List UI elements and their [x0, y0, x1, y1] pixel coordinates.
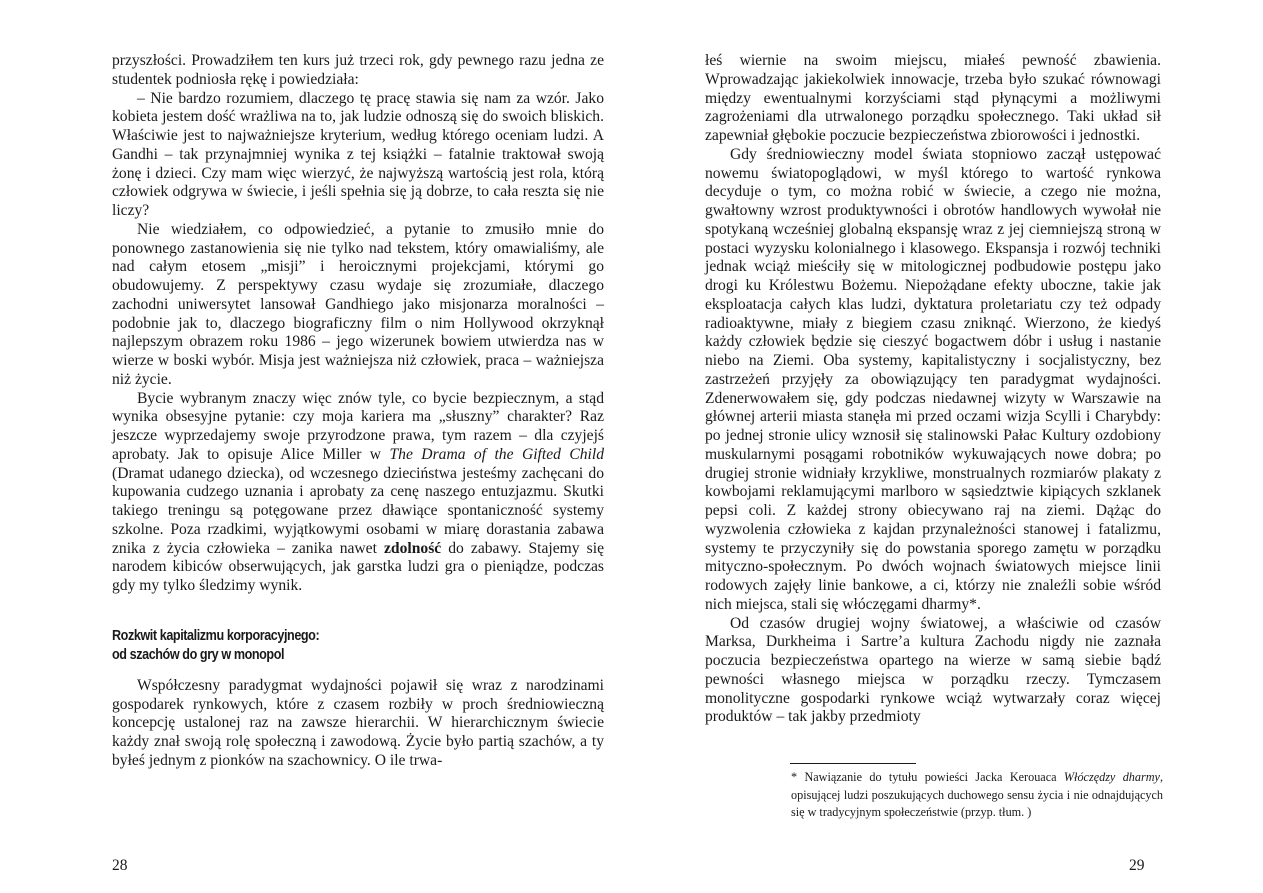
left-page-text-column	[112, 52, 604, 771]
section-heading	[112, 626, 525, 664]
footnote-book-title: Włóczędzy dharmy	[1063, 770, 1160, 784]
paragraph: łeś wiernie na swoim miejscu, miałeś pewność zbawienia. Wprowadzając jakiekolwiek innowacje, trzeba było szukać równowagi między ewentualnymi korzyściami stąd płynącymi a możliwymi zagrożeniami dla utrwalonego porządku społecznego. Taki układ sił zapewniał głębokie poczucie bezpieczeństwa zbiorowości i jednostki.	[705, 52, 1161, 144]
right-page-text-column	[705, 52, 1161, 727]
paragraph-text: Bycie wybranym znaczy więc znów tyle, co bycie bezpiecznym, a stąd wynika obsesyjne pytanie: czy moja kariera ma „słuszny” charakter? Raz jeszcze wyprzedajemy swoje przyrodzone prawa, tym razem – dla czyjejś aprobaty. Jak to opisuje Alice Miller w	[112, 389, 604, 463]
paragraph: Od czasów drugiej wojny światowej, a właściwie od czasów Marksa, Durkheima i Sartre’a kultura Zachodu nigdy nie zaznała poczucia bezpieczeństwa opartego na wierze w samą siebie bądź pewności własnego miejsca w porządku rzeczy. Tymczasem monolityczne gospodarki rynkowe wciąż wytwarzały coraz więcej produktów – tak jakby przedmioty	[705, 614, 1161, 726]
bold-word: zdolność	[384, 539, 442, 557]
footnote	[791, 769, 1163, 822]
paragraph	[112, 390, 604, 596]
paragraph: przyszłości. Prowadziłem ten kurs już trzeci rok, gdy pewnego razu jedna ze studentek podniosła rękę i powiedziała:	[112, 52, 604, 88]
paragraph: Gdy średniowieczny model świata stopniowo zaczął ustępować nowemu światopoglądowi, w myśl którego to wartość rynkowa decyduje o tym, co można robić w świecie, a czego nie można, gwałtowny wzrost produktywności i obrotów handlowych wywołał nie spotykaną wcześniej globalną ekspansję wraz z jej ciemniejszą stroną w postaci wyzysku kolonialnego i klasowego. Ekspansja i rozwój techniki jednak wciąż mieściły się w mitologicznej podbudowie postępu jako drogi ku Królestwu Bożemu. Niepożądane efekty uboczne, takie jak eksploatacja całych klas ludzi, dyktatura proletariatu czy też odpady radioaktywne, miały z biegiem czasu zniknąć. Wierzono, że kiedyś każdy człowiek będzie się cieszyć bogactwem dóbr i usług i nastanie niebo na Ziemi. Oba systemy, kapitalistyczny i socjalistyczny, bez zastrzeżeń przyjęły za obowiązujący ten paradygmat wydajności. Zdenerwowałem się, gdy podczas niedawnej wizyty w Warszawie na głównej arterii miasta stanęła mi przed oczami wizja Scylli i Charybdy: po jednej stronie ulicy wznosił się stalinowski Pałac Kultury ozdobiony muskularnymi posągami robotników wykuwających nowe dobra; po drugiej stronie widniały krzykliwe, monstrualnych rozmiarów plakaty z kowbojami reklamującymi marlboro w sąsiedztwie kipiących szklanek pepsi coli. Z każdej strony obiecywano raj na ziemi. Dążąc do wyzwolenia człowieka z kajdan przynależności stanowej i fatalizmu, systemy te przyczyniły się do powstania sporego zamętu w porządku mityczno-społecznym. Po dwóch wojnach światowych miejsce linii rodowych zajęły linie bankowe, a ci, którzy nie znaleźli sobie wśród nich miejsca, stali się włóczęgami dharmy*.	[705, 145, 1161, 613]
section-heading-line: od szachów do gry w monopol	[112, 645, 285, 663]
paragraph-text: (Dramat udanego dziecka), od wczesnego dzieciństwa jesteśmy zachęcani do kupowania cudzego uznania i aprobaty za cenę naszego entuzjazmu. Skutki takiego treningu są potęgowane przez dławiące spontaniczność systemy szkolne. Poza rzadkimi, wyjątkowymi osobami w miarę dorastania zabawa znika z życia człowieka – zanika nawet	[112, 464, 604, 557]
paragraph: Nie wiedziałem, co odpowiedzieć, a pytanie to zmusiło mnie do ponownego zastanowienia się nie tylko nad tekstem, który omawialiśmy, ale nad całym etosem „misji” i heroicznymi projekcjami, którymi go obudowujemy. Z perspektywy czasu wydaje się zrozumiałe, dlaczego zachodni uniwersytet lansował Gandhiego jako misjonarza moralności – podobnie jak to, dlaczego biograficzny film o nim Hollywood okrzyknął najlepszym obrazem roku 1986 – jego wizerunek bowiem utwierdza nas w wierze w boski wybór. Misja jest ważniejsza niż człowiek, praca – ważniejsza niż życie.	[112, 220, 604, 388]
right-page	[632, 0, 1263, 893]
footnote-marker: *	[791, 770, 798, 784]
paragraph: – Nie bardzo rozumiem, dlaczego tę pracę stawia się nam za wzór. Jako kobieta jestem dość wrażliwa na to, jak ludzie odnoszą się do swoich bliskich. Właściwie jest to najważniejsze kryterium, według którego oceniam ludzi. A Gandhi – tak przynajmniej wynika z tej książki – fatalnie traktował swoją żonę i dzieci. Czy mam więc wierzyć, że najwyższą wartością jest rola, którą człowiek odgrywa w świecie, i jeśli spełnia się ją dobrze, to cała reszta się nie liczy?	[112, 89, 604, 219]
page-number: 29	[1129, 857, 1145, 874]
paragraph-text: do zabawy. Stajemy się narodem kibiców obserwujących, jak garstka ludzi gra o pieniądze, podczas gdy my tylko śledzimy wynik.	[112, 539, 604, 594]
paragraph: Współczesny paradygmat wydajności pojawił się wraz z narodzinami gospodarek rynkowych, które z czasem rozbiły w proch średniowieczną koncepcję ustalonej raz na zawsze hierarchii. W hierarchicznym świecie każdy znał swoją rolę społeczną i zawodową. Życie było partią szachów, a ty byłeś jednym z pionków na szachownicy. O ile trwa-	[112, 676, 604, 769]
footnote-divider	[790, 763, 916, 764]
section-heading-line: Rozkwit kapitalizmu korporacyjnego:	[112, 626, 320, 644]
book-title: The Drama of the Gifted Child	[389, 445, 604, 463]
page-number: 28	[112, 857, 128, 874]
footnote-text: , opisującej ludzi poszukujących duchowego sensu życia i nie odnajdujących się w tradycyjnym społeczeństwie (przyp. tłum. )	[791, 770, 1163, 819]
footnote-text: Nawiązanie do tytułu powieści Jacka Kerouaca	[797, 770, 1064, 784]
